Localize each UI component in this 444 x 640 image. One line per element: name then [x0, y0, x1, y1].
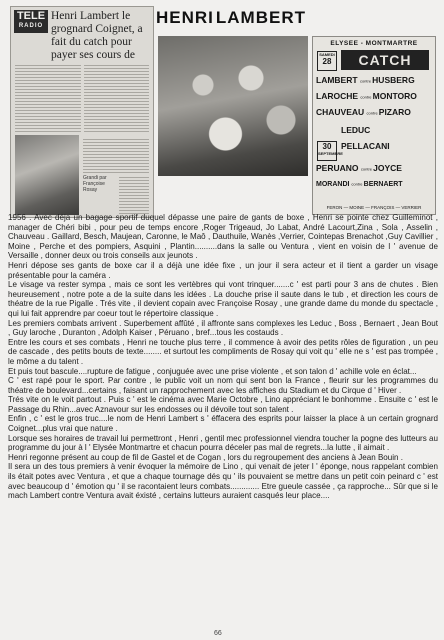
date-2-label: SEPTEMBRE	[318, 151, 343, 156]
portrait-photo	[15, 135, 79, 215]
group-photo	[158, 36, 308, 176]
date-1-day: 28	[322, 57, 332, 66]
wrestler-a: LAMBERT	[316, 75, 358, 85]
wrestler-b: HUSBERG	[372, 75, 415, 85]
poster-banner: CATCH	[341, 50, 429, 70]
clipping-text-block	[83, 137, 149, 173]
article-body	[8, 213, 438, 501]
poster-date-1	[317, 51, 337, 71]
catch-poster	[312, 36, 436, 215]
clipping-text-block-2	[119, 175, 149, 215]
paragraph: 1956 . Avec déja un bagage sportif duquel dépasse une paire de gants de boxe , Henri se pointe chez Guilleminot , manager de Chéri bibi , pour peu de temps encore ,Roger Trigeaud, Jo Labat, André Lacourt,Zina , Sola , Asselin , Chauveau . Gaillard, Besch, Maujean, Caronne, le Maô , Dauthuile, Wanès ,Verrier, Cointepas Brenachot ,Guy Cavillier , Moine , Perche et des pompiers, Asquini , Plantin..........dans la salle ou Ventura , vient en voisin de l ' avenue de Versaille , donner deux ou trois conseils aux jeunots .	[8, 213, 438, 261]
bout-row: MORANDI contre BERNAERT	[316, 181, 403, 188]
paragraph: Les premiers combats arrivent . Superbement affûté , il affronte sans complexes les Leduc , Boss , Bernaert , Jean Bout , Guy laroche , Duranton , Adolph Kaiser , Péruano , bref...tous les costauds .	[8, 318, 438, 338]
bout-row: LAMBERT contre HUSBERG	[316, 75, 415, 85]
title-last-name: LAMBERT	[215, 8, 306, 27]
bout-row	[341, 125, 370, 135]
bout-row	[341, 141, 390, 151]
title-first-name: HENRI	[156, 8, 214, 27]
paragraph: Lorsque ses horaires de travail lui permettront , Henri , gentil mec professionnel viendra toucher la pogne des lutteurs au programme du jour à l ' Elysée Montmartre et chacun pourra déceler pas mal de regrets...la lutte , il aimait .	[8, 433, 438, 453]
wrestler-b: JOYCE	[373, 163, 402, 173]
bout-row: LAROCHE contre MONTORO	[316, 91, 417, 101]
bout-row: PERUANO contre JOYCE	[316, 163, 402, 173]
wrestler-b: MONTORO	[372, 91, 417, 101]
date-2-day: 30	[322, 142, 332, 151]
page-number: 66	[214, 630, 222, 637]
tele-radio-logo	[14, 10, 48, 33]
paragraph: Entre les cours et ses combats , Henri ne touche plus terre , il commence à avoir des petits rôles de figuration , un peu de cascade , des petits bouts de texte........ et surtout les compliments de Rosay qui voit qu ' elle ne s ' est pas trompée , le môme a du talent .	[8, 337, 438, 366]
wrestler-b: BERNAERT	[363, 181, 403, 188]
paragraph: Il sera un des tous premiers à venir évoquer la mémoire de Lino , qui venait de jeter l ' éponge, nous rappelant combien ils était potes avec Ventura , et que a chaque tournage dés qu ' ils pouvaient se mettre dans un petit coin peinard c ' est avec beaucoup d ' émotion qu ' il se racontaient leurs combats............. Etre gueule cassée , ça rapproche... Sûr que si le mach Lambert contre Ventura avait éxisté , certains lutteurs auraient casqués leur place....	[8, 462, 438, 501]
poster-venue: ELYSEE - MONTMARTRE	[330, 40, 418, 47]
paragraph: Enfin , c ' est le gros truc....le nom de Henri Lambert s ' éffacera des esprits pour laisser la place à un certain grognard Coignet...plus vrai que nature .	[8, 414, 438, 434]
poster-footer: FERON — MOINE — FRANÇOIS — VERRIER	[326, 205, 422, 210]
wrestler-a: LAROCHE	[316, 91, 359, 101]
wrestler-a: LEDUC	[341, 125, 371, 135]
clipping-headline: Henri Lambert le grognard Coignet, a fait du catch pour payer ses cours de	[51, 10, 143, 61]
newspaper-clipping	[10, 6, 154, 218]
logo-sub: RADIO	[18, 23, 44, 29]
paragraph: C ' est rapé pour le sport. Par contre , le public voit un nom qui sent bon la France , fleurir sur les programmes du théatre de boulevard...certains , faisant un rapprochement avec les affiches du Stadium et du Cirque d ' Hiver .	[8, 376, 438, 395]
page-title	[156, 8, 306, 30]
wrestler-a: PELLACANI	[341, 141, 390, 151]
wrestler-a: MORANDI	[316, 181, 350, 188]
wrestler-a: CHAUVEAU	[316, 107, 365, 117]
date-1-label: SAMEDI	[319, 52, 335, 57]
wrestler-b: PIZARO	[378, 107, 411, 117]
clipping-text-columns	[15, 63, 149, 133]
paragraph: Henri regonne présent au coup de fil de Gastel et de Cogan , lors du regroupement des anciens à Jean Bouin .	[8, 452, 403, 462]
paragraph: Et puis tout bascule....rupture de fatigue , conjuguée avec une prise violente , et son talon d ' achille vole en éclat...	[8, 366, 417, 376]
paragraph: Trés vite on le voit partout . Puis c ' est le cinéma avec Marie Octobre , Lino appréciant le bonhomme . Ensuite c ' est le Passage du Rhin...avec Aznavour sur les endosses ou il dévoile tout son talent .	[8, 395, 438, 414]
logo-top: TELE	[16, 10, 46, 22]
paragraph: Le visage va rester sympa , mais ce sont les vertèbres qui vont trinquer.......c ' est parti pour 3 ans de chutes . Bien heureusement , notre pote a de la suite dans les idées . La douche prise il saute dans le tub , et direction les cours de théatre de la rue Pigalle . Trés vite , il devient copain avec Françoise Rosay , une grande dame du monde du spectacle , qui lui fait apprendre par coeur tout le répertoire classique .	[8, 280, 438, 318]
wrestler-a: PERUANO	[316, 163, 359, 173]
photo-caption: Grandi par Françoise Rosay	[83, 175, 107, 193]
bout-row: CHAUVEAU contre PIZARO	[316, 107, 411, 117]
poster-date-2	[317, 141, 343, 161]
paragraph: Henri dépose ses gants de boxe car il a déjà une idée fixe , un jour il sera acteur et il tient a garder un visage présentable pour la caméra .	[8, 260, 438, 280]
